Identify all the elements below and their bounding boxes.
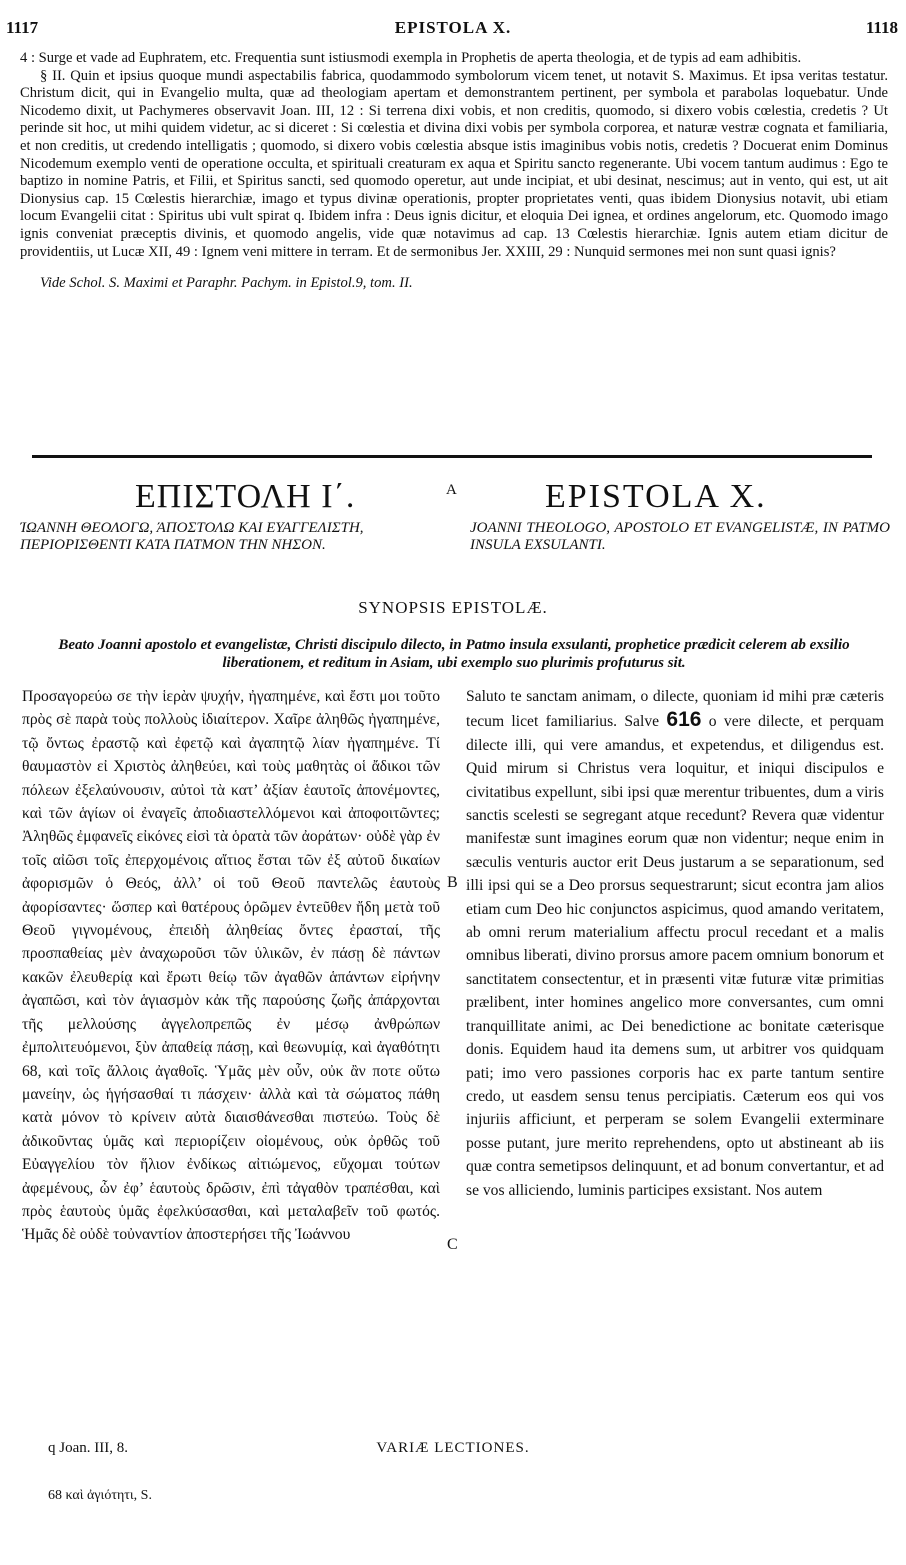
greek-subtitle: ΊΩΑΝΝΗ ΘΕΟΛΟΓΩ, ΆΠΟΣΤΟΛΩ ΚΑΙ ΕΥΑΓΓΕΛΙΣΤΗ, ΠΕΡΙΟΡΙΣΘΕΝΤΙ ΚΑΤΑ ΠΑΤΜΟΝ ΤΗΝ ΝΗΣΟΝ. <box>20 520 364 553</box>
latin-text-after: o vere dilecte, et perquam dilecte illi, qui vere amandus, et expetendus, et diligendus est. Quid mirum si Christus vera loquitur, et iniqui discipulos e civitatibus expellunt, sibi ipsi quæ merentur tribuentes, dum a viris sanctis scelesti se segregant atque recedunt? Revera quæ videntur manifestæ sunt imagines eorum quæ non videntur; neque enim in sæculis venturis auctor erit Deus justarum a se separationum, sed illi ipsi qui se a Deo prorsus sequestrarunt; sicut econtra jam alios etiam cum Deo hic conjunctos aspicimus, quod amando veritatem, ab omni rerum materialium affectu procul recedant et a malis omnibus liberati, divino prorsus amore pacem omnium bonorum et sanctitatem consectentur, et in præsenti vitæ futuræ vitæ primitias prælibent, inter homines angelico more conversantes, cum omni tranquillitate animi, ac Dei benedictione ac bonitate cæterisque donis. Equidem haud ita demens sum, ut arbitrer vos quidquam pati; imo vero passiones corporis hac ex parte tantum sentire credo, ut easdem sensu tenus percipiatis. Cæterum eos qui vos injuriis afficiunt, et perperam se solem Evangelii exterminare posse putant, jure merito reprehendens, opto ut abstineant ab iis quæ contra semetipsos delinquunt, et ad bonum convertantur, et ad se vos alliciendo, luminis participes exsistant. Nos autem <box>466 713 885 1199</box>
varia-heading: VARIÆ LECTIONES. <box>376 1440 530 1456</box>
running-title: EPISTOLA X. <box>394 18 512 37</box>
synopsis-text: Beato Joanni apostolo et evangelistæ, Christi discipulo dilecto, in Patmo insula exsulanti, prophetice prædicit celerem ab exsilio liberationem, et reditum in Asiam, ubi exemplo suo plurimis profuturus sit. <box>58 637 850 671</box>
page-number-right: 1118 <box>865 18 898 37</box>
latin-text-before: Saluto te sanctam animam, o dilecte, quoniam id mihi præ cæteris tecum licet familiarius. Salve <box>466 688 884 731</box>
commentary-notes <box>20 50 888 293</box>
latin-subtitle: JOANNI THEOLOGO, APOSTOLO ET EVANGELISTÆ, IN PATMO INSULA EXSULANTI. <box>470 520 890 553</box>
latin-text <box>466 685 884 1202</box>
note-reference: Vide Schol. S. Maximi et Paraphr. Pachym. in Epistol.9, tom. II. <box>40 275 413 292</box>
greek-column <box>22 685 440 1247</box>
note-paragraph-1: 4 : Surge et vade ad Euphratem, etc. Frequentia sunt istiusmodi exempla in Prophetis de aperta theologia, et de typis ad eam adhibitis. <box>20 50 802 66</box>
varia-note: 68 καὶ ἀγιότητι, S. <box>48 1488 152 1503</box>
margin-letter-b: B <box>447 874 458 891</box>
synopsis-heading: SYNOPSIS EPISTOLÆ. <box>358 598 548 617</box>
latin-column <box>466 685 884 1202</box>
margin-letter-c: C <box>447 1236 458 1253</box>
greek-text: Προσαγορεύω σε τὴν ἱερὰν ψυχήν, ἠγαπημένε, καὶ ἔστι μοι τοῦτο πρὸς σὲ παρὰ τοὺς πολλοὺς ἰδιαίτερον. Χαῖρε ἀληθῶς ἠγαπημένε, τῷ ὄντως ἐραστῷ καὶ ἐφετῷ καὶ ἀγαπητῷ λίαν ἠγαπημένε. Τί θαυμαστὸν εἰ Χριστὸς ἀληθεύει, καὶ τοὺς μαθητὰς οἱ ἄδικοι τῶν πόλεων ἐξελαύνουσιν, αὐτοὶ τὰ κατ’ ἀξίαν ἑαυτοῖς ἀπονέμοντες, καὶ τῶν ἁγίων οἱ ἐναγεῖς ἀποδιαστελλόμενοι καὶ ἀποφοιτῶντες; Ἀληθῶς ἐμφανεῖς εἰκόνες εἰσὶ τὰ ὁρατὰ τῶν ἀοράτων· οὐδὲ γὰρ ἐν τοῖς αἰῶσι τοῖς ἐπερχομένοις αἴτιος ἔσται τῶν ἐξ αὐτοῦ δικαίων ἀφορισμῶν ὁ Θεός, ἀλλ’ οἱ τοῦ Θεοῦ παντελῶς ἑαυτοὺς ἀφορίσαντες· ὥσπερ καὶ θατέρους ὁρῶμεν ἐντεῦθεν ἤδη μετὰ τοῦ Θεοῦ γιγνομένους, ἐπειδὴ ἀληθείας ὄντες ἐρασταί, τῆς προσπαθείας μὲν ἀναχωροῦσι τῶν ὑλικῶν, ἐν πάσῃ δὲ πάντων κακῶν ἐλευθερίᾳ καὶ ἔρωτι θείῳ τῶν ἀγαθῶν ἁπάντων εἰρήνην ἀγαπῶσι, καὶ τὸν ἁγιασμὸν κἀκ τῆς παρούσης ζωῆς ἀπάρχονται τῆς μελλούσης ἀγγελοπρεπῶς ἐν μέσῳ ἀνθρώπων ἐμπολιτευόμενοι, ξὺν ἀπαθείᾳ πάσῃ, καὶ θεωνυμίᾳ, καὶ ἀγαθότητι 68, καὶ τοῖς ἄλλοις ἀγαθοῖς. Ὑμᾶς μὲν οὖν, οὐκ ἂν ποτε οὕτω μανείην, ὡς ἡγήσασθαί τι πάσχειν· ἀλλὰ καὶ τὰ σώματος πάθη κατὰ μόνον τὸ κρίνειν αὐτὰ διαισθάνεσθαι πιστεύω. Τοὺς δὲ ἀδικοῦντας ὑμᾶς καὶ περιορίζειν οἰομένους, οὐκ ὀρθῶς τοῦ Εὐαγγελίου τὸν ἥλιον ἐνδίκως αἰτιώμενος, εὔχομαι τούτων ἀφεμένους, ὧν ἐφ’ ἑαυτοὺς δρῶσιν, ἐπὶ τἀγαθὸν τραπέσθαι, καὶ πρὸς ἑαυτοὺς ὑμᾶς ἐφελκύσασθαι, καὶ μεταλαβεῖν τοῦ φωτός. Ἡμᾶς δὲ οὐδὲ τοὐναντίον ἀποστερήσει τῆς Ἰωάννου <box>22 688 440 1244</box>
margin-letter-a: A <box>446 482 457 498</box>
latin-title: EPISTOLA X. <box>545 478 767 515</box>
page-number-left: 1117 <box>6 18 39 37</box>
migne-page-number: 616 <box>666 708 702 732</box>
section-divider <box>32 455 872 458</box>
note-paragraph-2: § II. Quin et ipsius quoque mundi aspectabilis fabrica, quodammodo symbolorum vicem tenet, ut notavit S. Maximus. Et ipsa veritas testatur. Christum dicit, qui in Evangelio multa, quæ ad theologiam apertam et demonstrantem pertinent, per symbola et parabolas loquebatur. Unde Nicodemo dixit, ut Pachymeres observavit Joan. III, 12 : Si terrena dixi vobis, et non creditis, quomodo, si dixero vobis cœlestia, credetis ? Ut perinde sit hoc, ut mihi quidem videtur, ac si diceret : Si cœlestia et divina dixi vobis per symbola corporea, et naturæ vestræ cognata et familiaria, et non creditis, ut credendo intelligatis ; quomodo, si dixero vobis cœlestia absque istis imaginibus vobis notis, credetis ? Docuerat enim Dominus Nicodemum exemplo venti de operatione occulta, et spirituali creaturam ex aqua et Spiritu sancto regenerante. Ubi vocem tantum audimus : Ego te baptizo in nomine Patris, et Filii, et Spiritus sancti, sed quomodo operetur, aut unde incipiat, et ubi desinat, nescimus; aut in vento, qui est, ut ait Dionysius cap. 15 Cœlestis hierarchiæ, imago et typus divinæ operationis, propter proprietates venti, quas ibidem Dionysius notavit, ubi etiam locum Evangelii citat : Spiritus ubi vult spirat q. Ibidem infra : Deus ignis dicitur, et eloquia Dei ignea, et ordines angelorum, etc. Quomodo imago ignis conveniat præceptis divinis, et quomodo angelis, vide quæ notavimus ad cap. 13 Cœlestis hierarchiæ. Ignis autem etiam dicitur de providentiis, ut Lucæ XII, 49 : Ignem veni mittere in terram. Et de sermonibus Jer. XXIII, 29 : Nunquid sermones mei non sunt quasi ignis? <box>20 67 888 260</box>
greek-title: ΕΠΙΣΤΟΛΗ Ι΄. <box>135 478 356 515</box>
footnote: q Joan. III, 8. <box>48 1440 128 1456</box>
